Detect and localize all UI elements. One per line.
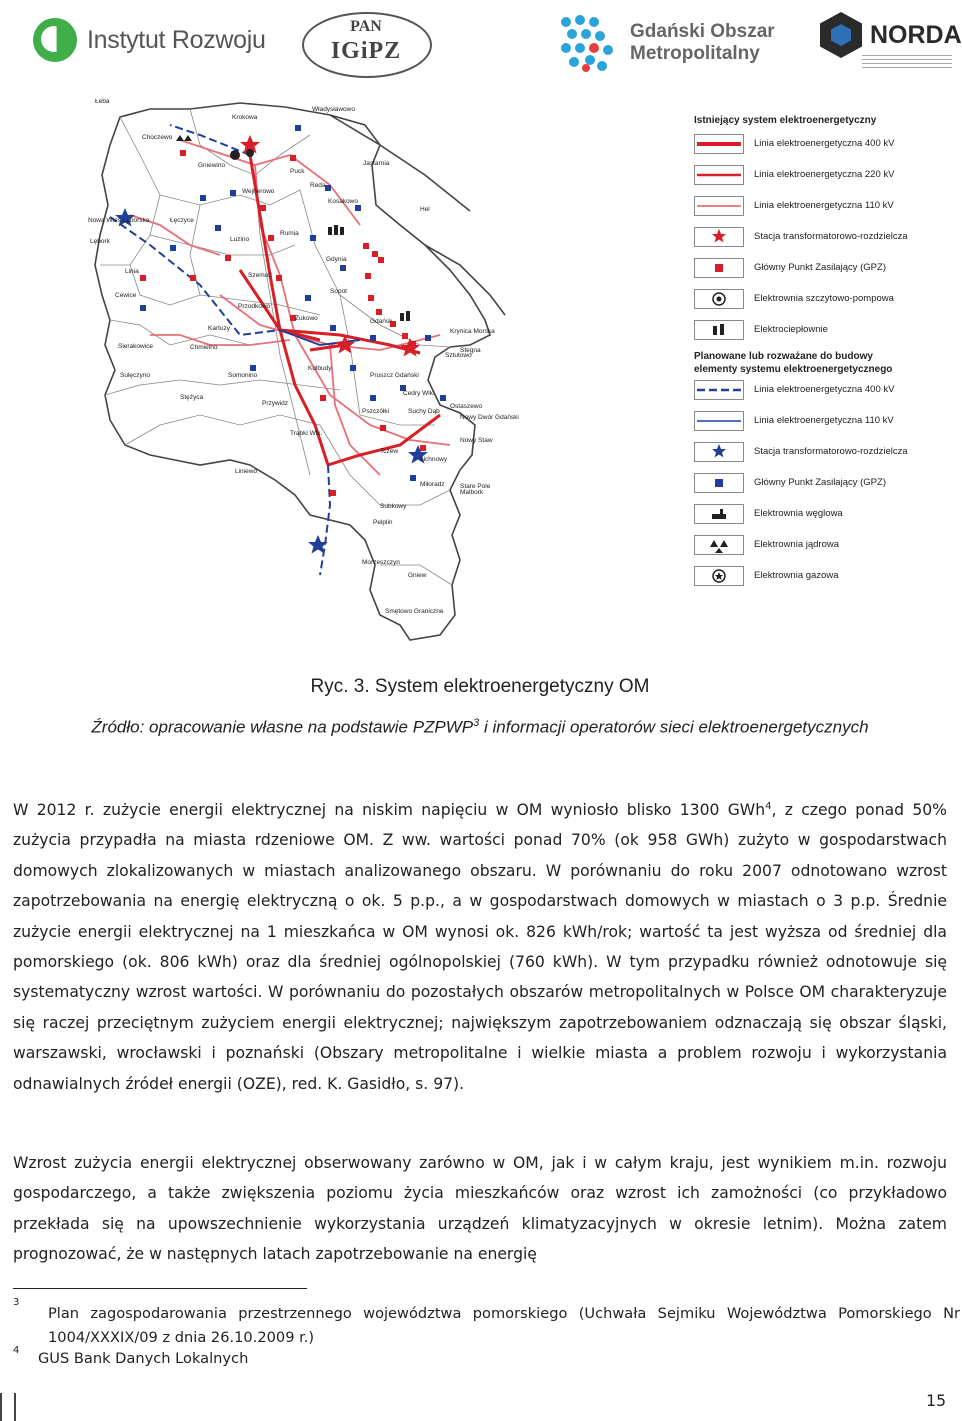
legend-400kv-symbol	[695, 135, 743, 153]
place-label: Nowy Staw	[460, 437, 493, 444]
legend-symbol-box	[694, 504, 744, 524]
figure-source-sup: 3	[473, 717, 480, 729]
place-label: Lichnowy	[420, 456, 448, 463]
gdanski-obszar-mark	[556, 12, 618, 74]
legend-label: Elektrownia węglowa	[754, 508, 843, 519]
square-icon	[695, 259, 743, 277]
instytut-rozwoju-logo	[33, 18, 266, 62]
legend-symbol-box	[694, 258, 744, 278]
gdanski-obszar-line2: Metropolitalny	[630, 43, 760, 64]
legend-symbol-box	[694, 535, 744, 555]
place-label: Luzino	[230, 236, 250, 243]
place-label: Przodkowo	[238, 303, 271, 310]
place-label: Władysławowo	[312, 106, 355, 113]
footnote-separator	[13, 1288, 307, 1289]
coal-plant-icon	[695, 505, 743, 523]
nuclear-plant-icon	[695, 536, 743, 554]
place-label: Lębork	[90, 238, 110, 245]
legend-label: Linia elektroenergetyczna 400 kV	[754, 138, 895, 149]
place-label: Wejherowo	[242, 188, 275, 195]
place-label: Stegna	[460, 347, 481, 354]
footnote-3-mark: 3	[13, 1297, 20, 1308]
legend-label: Elektrociepłownie	[754, 324, 828, 335]
norda-hex-icon	[820, 12, 862, 58]
legend-label: Linia elektroenergetyczna 110 kV	[754, 200, 894, 211]
place-label: Pruszcz Gdański	[370, 372, 419, 379]
margin-bar-2	[14, 1393, 16, 1421]
place-label: Gdańsk	[370, 318, 393, 325]
gdanski-obszar-line1: Gdański Obszar	[630, 21, 775, 42]
instytut-rozwoju-mark	[33, 18, 77, 62]
legend-symbol-box	[694, 320, 744, 340]
place-label: Pszczółki	[362, 408, 390, 415]
place-label: Malbork	[460, 489, 484, 496]
place-label: Sulęczyno	[120, 372, 150, 379]
place-label: Sierakowice	[118, 343, 154, 350]
legend-symbol-box	[694, 289, 744, 309]
place-label: Tczew	[380, 448, 399, 455]
place-label: Choczewo	[142, 134, 173, 141]
pumped-storage-icon	[695, 290, 743, 308]
place-label: Trąbki Wlk.	[290, 430, 323, 437]
pan-text: PAN	[350, 18, 382, 35]
place-label: Chmielno	[190, 344, 218, 351]
legend-symbol-box	[694, 134, 744, 154]
star-icon	[695, 443, 743, 461]
footnote-ref-4[interactable]: 4	[765, 800, 772, 812]
place-label: Stężyca	[180, 394, 204, 401]
legend-symbol-box	[694, 473, 744, 493]
legend-label: Główny Punkt Zasilający (GPZ)	[754, 477, 886, 488]
footnote-4-mark: 4	[13, 1345, 20, 1356]
place-label: Gniew	[408, 572, 427, 579]
legend-planned-header-2: elementy systemu elektroenergetycznego	[694, 364, 893, 375]
legend-110kv-symbol	[695, 197, 743, 215]
figure-source-a: Źródło: opracowanie własne na podstawie PZPWP	[91, 717, 474, 737]
legend-label: Elektrownia jądrowa	[754, 539, 840, 550]
place-label: Kartuzy	[208, 325, 231, 332]
legend-symbol-box	[694, 165, 744, 185]
legend-label: Elektrownia szczytowo-pompowa	[754, 293, 894, 304]
place-label: Cedry Wlk.	[403, 390, 435, 397]
place-label: Pelplin	[373, 519, 393, 526]
legend-existing-header: Istniejący system elektroenergetyczny	[694, 115, 877, 126]
legend-planned-400kv-symbol	[695, 381, 743, 399]
legend-symbol-box	[694, 442, 744, 462]
place-label: Kolbudy	[308, 365, 332, 372]
place-label: Puck	[290, 168, 305, 175]
footnote-3: Plan zagospodarowania przestrzennego województwa pomorskiego (Uchwała Sejmiku Województwa Pomorskiego Nr 1004/XXXIX/09 z dnia 26.10.2009 r.)	[48, 1305, 960, 1346]
place-label: Jastarnia	[363, 160, 390, 167]
place-label: Stare Pole	[460, 483, 491, 490]
place-label: Suchy Dąb	[408, 408, 440, 415]
place-label: Ostaszewo	[450, 403, 483, 410]
norda-name: NORDA	[870, 20, 962, 49]
energy-system-map	[80, 95, 519, 655]
place-label: Gniewino	[198, 162, 226, 169]
place-label: Szemud	[248, 272, 272, 279]
place-label: Cewice	[115, 292, 137, 299]
place-label: Żukowo	[295, 315, 318, 322]
place-label: Gdynia	[326, 256, 347, 263]
legend-label: Główny Punkt Zasilający (GPZ)	[754, 262, 886, 273]
place-label: Przywidz	[262, 400, 289, 407]
legend-label: Stacja transformatorowo-rozdzielcza	[754, 231, 908, 242]
chp-icon	[695, 321, 743, 339]
place-label: Kosakowo	[328, 198, 358, 205]
place-label: Krynica Morska	[450, 328, 495, 335]
place-label: Hel	[420, 206, 430, 213]
place-label: Somonino	[228, 372, 258, 379]
legend-label: Stacja transformatorowo-rozdzielcza	[754, 446, 908, 457]
legend-symbol-box	[694, 196, 744, 216]
legend-label: Linia elektroenergetyczna 110 kV	[754, 415, 894, 426]
gas-plant-icon	[695, 567, 743, 585]
norda-logo	[820, 12, 962, 58]
header-logos	[0, 0, 960, 80]
place-label: Miłoradz	[420, 481, 445, 488]
legend-220kv-symbol	[695, 166, 743, 184]
legend-symbol-box	[694, 227, 744, 247]
place-label: Łęczyce	[170, 217, 194, 224]
legend-label: Linia elektroenergetyczna 400 kV	[754, 384, 895, 395]
figure-source-b: i informacji operatorów sieci elektroenergetycznych	[479, 717, 869, 737]
star-icon	[695, 228, 743, 246]
map-legend	[690, 110, 960, 590]
place-label: Sopot	[330, 288, 347, 295]
paragraph-1	[13, 795, 947, 1099]
place-label: Liniewo	[235, 468, 258, 475]
place-label: Subkowy	[380, 503, 407, 510]
legend-planned-header-1: Planowane lub rozważane do budowy	[694, 351, 873, 362]
legend-symbol-box	[694, 380, 744, 400]
place-label: Nowy Dwór Gdański	[460, 414, 519, 421]
legend-symbol-box	[694, 566, 744, 586]
place-label: Reda	[310, 182, 326, 189]
place-label: Krokowa	[232, 114, 258, 121]
place-label: Łeba	[95, 98, 110, 105]
gdanski-obszar-logo	[556, 12, 775, 74]
norda-subtitle-lines	[862, 54, 952, 68]
footnote-4: GUS Bank Danych Lokalnych	[38, 1350, 249, 1367]
legend-symbol-box	[694, 411, 744, 431]
pan-igipz-logo	[302, 12, 430, 76]
place-label: Sztutowo	[445, 352, 472, 359]
figure-source	[0, 717, 960, 738]
place-label: Linia	[125, 268, 139, 275]
legend-label: Elektrownia gazowa	[754, 570, 839, 581]
figure-caption: Ryc. 3. System elektroenergetyczny OM	[310, 676, 650, 697]
instytut-rozwoju-name: Instytut Rozwoju	[87, 25, 266, 54]
paragraph-1-a: W 2012 r. zużycie energii elektrycznej na niskim napięciu w OM wyniosło blisko 1300 GWh	[13, 801, 766, 819]
margin-bar	[0, 1393, 2, 1421]
square-icon	[695, 474, 743, 492]
legend-planned-110kv-symbol	[695, 412, 743, 430]
paragraph-1-b: , z czego ponad 50% zużycia przypadła na miasta rdzeniowe OM. Z ww. wartości ponad 70% (ok 958 GWh) zużyto w gospodarstwach domowych zlokalizowanych w miastach analizowanego obszaru. W porównaniu do roku 2007 odnotowano wzrost zapotrzebowania na energię elektryczną o ok. 5 p.p., a w gospodarstwach domowych w miastach o 3 p.p. Średnie zużycie energii elektrycznej na 1 mieszkańca w OM wynosi ok. 826 kWh/rok; wartość ta jest wyższa od średniej dla pomorskiego (ok. 806 kWh) oraz dla średniej ogólnopolskiej (760 kWh). W tym przypadku również odnotowuje się systematyczny wzrost wartości. W porównaniu do pozostałych obszarów metropolitalnych w Polsce OM charakteryzuje się raczej przeciętnym zużyciem energii elektrycznej; największym zapotrzebowaniem odznaczają się obszar śląski, warszawski, wrocławski i poznański (Obszary metropolitalne i wielkie miasta a problem rozwoju i wykorzystania odnawialnych źródeł energii (OZE), red. K. Gasidło, s. 97).	[13, 801, 947, 1093]
place-label: Rumia	[280, 230, 299, 237]
igipz-text: IGiPZ	[330, 38, 402, 64]
place-label: Morzeszczyn	[362, 559, 400, 566]
place-label: Nowa Wieś Lęborska	[88, 217, 150, 224]
legend-label: Linia elektroenergetyczna 220 kV	[754, 169, 895, 180]
page-number: 15	[926, 1392, 946, 1410]
place-label: Smętowo Graniczne	[385, 608, 444, 615]
paragraph-2: Wzrost zużycia energii elektrycznej obserwowany zarówno w OM, jak i w całym kraju, jest wynikiem m.in. rozwoju gospodarczego, a także zwiększenia poziomu życia mieszkańców oraz wzrost ich zamożności (co przykładowo przekłada się na upowszechnienie wykorzystania urządzeń klimatyzacyjnych w okresie letnim). Można zatem prognozować, że w następnych latach zapotrzebowanie na energię	[13, 1154, 947, 1264]
